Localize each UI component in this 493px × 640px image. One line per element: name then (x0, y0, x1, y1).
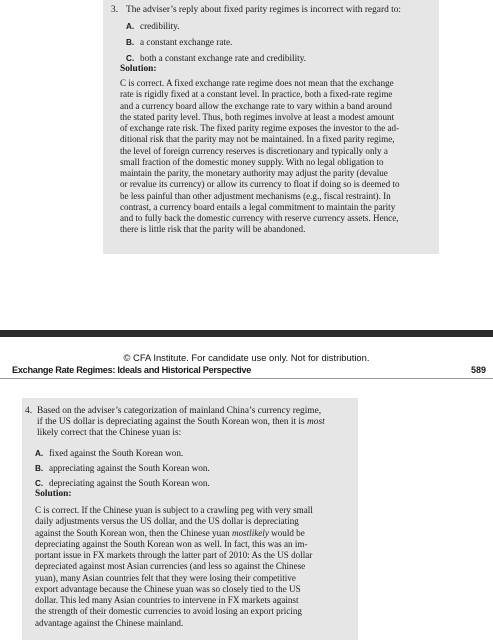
running-header-title: Exchange Rate Regimes: Ideals and Historical Perspective (12, 365, 252, 375)
solution-line: small fraction of the domestic money supply. With no legal obligation to (120, 156, 384, 167)
solution-line: the stated parity level. Thus, both regimes involve at least a modest amount (120, 111, 395, 122)
question-3-box (103, 0, 439, 254)
option-text: both a constant exchange rate and credibility. (140, 53, 306, 63)
question-number: 3. (111, 5, 119, 15)
question-number: 4. (25, 406, 33, 416)
solution-line: of exchange rate risk. The fixed parity regime exposes the investor to the ad- (120, 123, 400, 133)
option-letter: C. (126, 54, 135, 63)
solution-line: dollar. This led many Asian countries to intervene in FX markets against (35, 595, 299, 605)
solution-line: there is little risk that the parity will be abandoned. (120, 224, 306, 235)
question-text-line (37, 417, 325, 428)
solution-line: and to fully back the domestic currency with reserve currency assets. Hence, (120, 213, 399, 223)
option-text: a constant exchange rate. (140, 37, 233, 47)
solution-line: the strength of their domestic currencies to avoid losing an export pricing (35, 606, 302, 617)
option-a (35, 448, 183, 459)
option-a (126, 21, 179, 32)
solution-line: maintain the parity, the monetary authority may adjust the parity (devalue (120, 168, 388, 178)
solution-line (35, 528, 355, 539)
option-text: fixed against the South Korean won. (49, 448, 184, 458)
page-number: 589 (470, 365, 486, 375)
solution-line: portant issue in FX markets through the latter part of 2010: As the US dollar (35, 550, 313, 560)
solution-text-part: against the South Korean won, then the Chinese yuan (35, 527, 230, 538)
solution-heading: Solution: (120, 64, 157, 74)
option-letter: B. (35, 464, 44, 473)
header-rule (0, 378, 493, 379)
question-text: The adviser’s reply about fixed parity regimes is incorrect with regard to: (126, 5, 401, 15)
option-letter: A. (35, 449, 44, 458)
solution-line: the level of foreign currency reserves is discretionary and typically only a (120, 145, 388, 156)
solution-line: be less painful than other adjustment mechanisms (e.g., fiscal restraint). In (120, 190, 391, 201)
solution-line: rate is rigidly fixed at a constant level. In practice, both a fixed-rate regime (120, 89, 393, 100)
solution-line: ditional risk that the parity may not be maintained. In a fixed parity regime, (120, 134, 395, 145)
option-c (35, 478, 210, 489)
solution-line: contrast, a currency board entails a legal commitment to maintain the parity (120, 201, 396, 212)
solution-line: C is correct. If the Chinese yuan is subject to a crawling peg with very small (35, 505, 313, 515)
option-letter: A. (126, 22, 135, 31)
solution-line: advantage against the Chinese mainland. (35, 617, 184, 628)
solution-line: daily adjustments versus the US dollar, and the US dollar is depreciating (35, 516, 299, 527)
option-b (35, 463, 210, 474)
emphasis-mostlikely: mostlikely (232, 527, 269, 538)
solution-line: C is correct. A fixed exchange rate regime does not mean that the exchange (120, 78, 394, 88)
solution-line: depreciated against most Asian currencies (and less so against the Chinese (35, 561, 306, 572)
option-b (126, 37, 232, 48)
solution-line: yuan), many Asian countries felt that they were losing their competitive (35, 572, 296, 583)
question-text-line: likely correct that the Chinese yuan is: (37, 428, 182, 439)
solution-text-part: would be (271, 527, 305, 538)
solution-text (120, 78, 438, 236)
option-text: appreciating against the South Korean won. (49, 463, 210, 473)
solution-line: and a currency board allow the exchange rate to vary within a band around (120, 100, 392, 111)
emphasis-most: most (307, 417, 325, 428)
question-text: if the US dollar is depreciating against the South Korean won, then it is (37, 417, 305, 428)
page-divider (0, 330, 493, 337)
option-letter: C. (35, 479, 44, 488)
solution-line: or revalue its currency) or allow its currency to float if doing so is deemed to (120, 179, 400, 190)
question-text-line: Based on the adviser’s categorization of mainland China’s currency regime, (37, 406, 322, 416)
option-c (126, 53, 306, 64)
option-letter: B. (126, 38, 135, 47)
solution-line: depreciating against the South Korean won as well. In fact, this was an im- (35, 538, 308, 549)
copyright-notice: © CFA Institute. For candidate use only. Not for distribution. (123, 352, 370, 363)
question-4-box (22, 398, 358, 640)
solution-line: export advantage because the Chinese yuan was so closely tied to the US (35, 583, 301, 594)
solution-text (35, 505, 355, 629)
option-text: depreciating against the South Korean won. (49, 478, 210, 488)
solution-heading: Solution: (35, 489, 72, 499)
option-text: credibility. (140, 21, 180, 31)
